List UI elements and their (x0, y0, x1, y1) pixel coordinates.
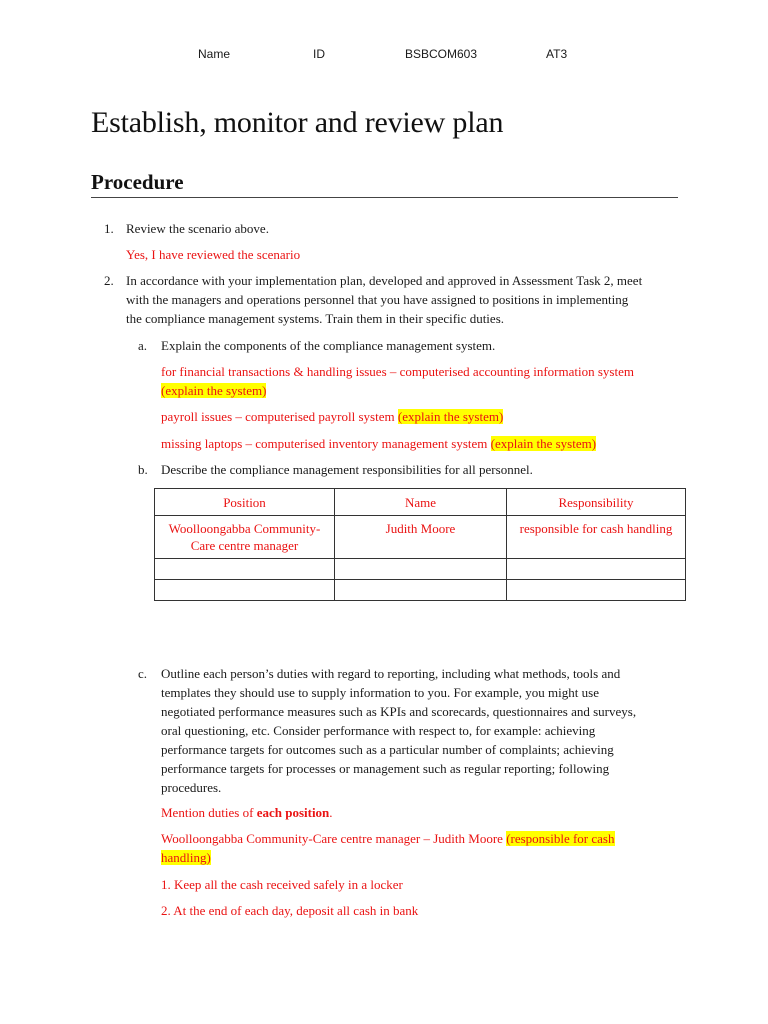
item-c-line: templates they should use to supply information to you. For example, you might use (161, 685, 599, 700)
item-c-person-cont (161, 848, 211, 867)
mention-prefix: Mention duties of (161, 805, 257, 820)
item-number: 1. (104, 221, 114, 236)
table-cell (335, 559, 507, 580)
item-number: 2. (104, 273, 114, 288)
table-row (155, 580, 686, 601)
document-header (0, 47, 768, 65)
table-cell (507, 559, 686, 580)
table-header-cell: Position (155, 489, 335, 516)
item-c-line: negotiated performance measures such as KPIs and scorecards, questionnaires and surveys, (161, 704, 637, 719)
highlight: (explain the system) (161, 383, 267, 398)
item-2-line: the compliance management systems. Train them in their specific duties. (126, 311, 504, 326)
item-2-line: In accordance with your implementation plan, developed and approved in Assessment Task 2, meet (126, 273, 643, 288)
item-a-answer-1-note (161, 381, 266, 400)
item-2-line: with the managers and operations personnel that you have assigned to positions in implementing (126, 292, 629, 307)
item-1-answer: Yes, I have reviewed the scenario (126, 247, 301, 262)
person-text: Woolloongabba Community-Care centre manager – Judith Moore (161, 831, 507, 846)
table-cell (335, 580, 507, 601)
item-c-duty-2: 2. At the end of each day, deposit all cash in bank (161, 903, 419, 918)
answer-text: missing laptops – computerised inventory management system (161, 436, 488, 451)
answer-text: payroll issues – computerised payroll system (161, 409, 395, 424)
highlight: (explain the system) (490, 436, 597, 451)
table-row (155, 559, 686, 580)
header-task-label: AT3 (546, 47, 568, 61)
responsibility-table (154, 488, 686, 601)
mention-suffix: . (329, 805, 333, 820)
document-title: Establish, monitor and review plan (91, 106, 504, 139)
item-c-line: procedures. (161, 780, 222, 795)
table-header-row (155, 489, 686, 516)
item-c-line: performance targets for processes or management such as regular reporting; following (161, 761, 610, 776)
item-a-text: Explain the components of the compliance management system. (161, 338, 496, 353)
header-name-label: Name (198, 47, 231, 61)
item-a-answer-3 (161, 434, 596, 453)
item-c-line: oral questioning, etc. Consider performance with respect to, for example: achieving (161, 723, 596, 738)
section-heading: Procedure (91, 170, 678, 198)
table-cell (155, 559, 335, 580)
item-letter: a. (138, 338, 148, 353)
header-course-code: BSBCOM603 (405, 47, 478, 61)
table-cell (155, 580, 335, 601)
table-cell: Woolloongabba Community-Care centre manager (155, 516, 335, 559)
item-c-person (161, 829, 615, 848)
highlight: (responsible for cash (506, 831, 615, 846)
item-b-text: Describe the compliance management responsibilities for all personnel. (161, 462, 533, 477)
mention-bold: each position (256, 805, 330, 820)
table-header-cell: Responsibility (507, 489, 686, 516)
table-cell: responsible for cash handling (507, 516, 686, 559)
table-cell (507, 580, 686, 601)
header-id-label: ID (313, 47, 325, 61)
item-1-text: Review the scenario above. (126, 221, 269, 236)
item-c-line: performance targets for outcomes such as a particular number of complaints; achieving (161, 742, 614, 757)
highlight: (explain the system) (397, 409, 504, 424)
item-letter: c. (138, 666, 148, 681)
item-letter: b. (138, 462, 148, 477)
item-a-answer-1: for financial transactions & handling issues – computerised accounting information system (161, 364, 634, 379)
table-row (155, 516, 686, 559)
item-c-duty-1: 1. Keep all the cash received safely in a locker (161, 877, 403, 892)
table-header-cell: Name (335, 489, 507, 516)
item-c-mention (161, 803, 333, 822)
table-cell: Judith Moore (335, 516, 507, 559)
item-c-line: Outline each person’s duties with regard to reporting, including what methods, tools and (161, 666, 621, 681)
item-a-answer-2 (161, 407, 503, 426)
highlight: handling) (161, 850, 211, 865)
